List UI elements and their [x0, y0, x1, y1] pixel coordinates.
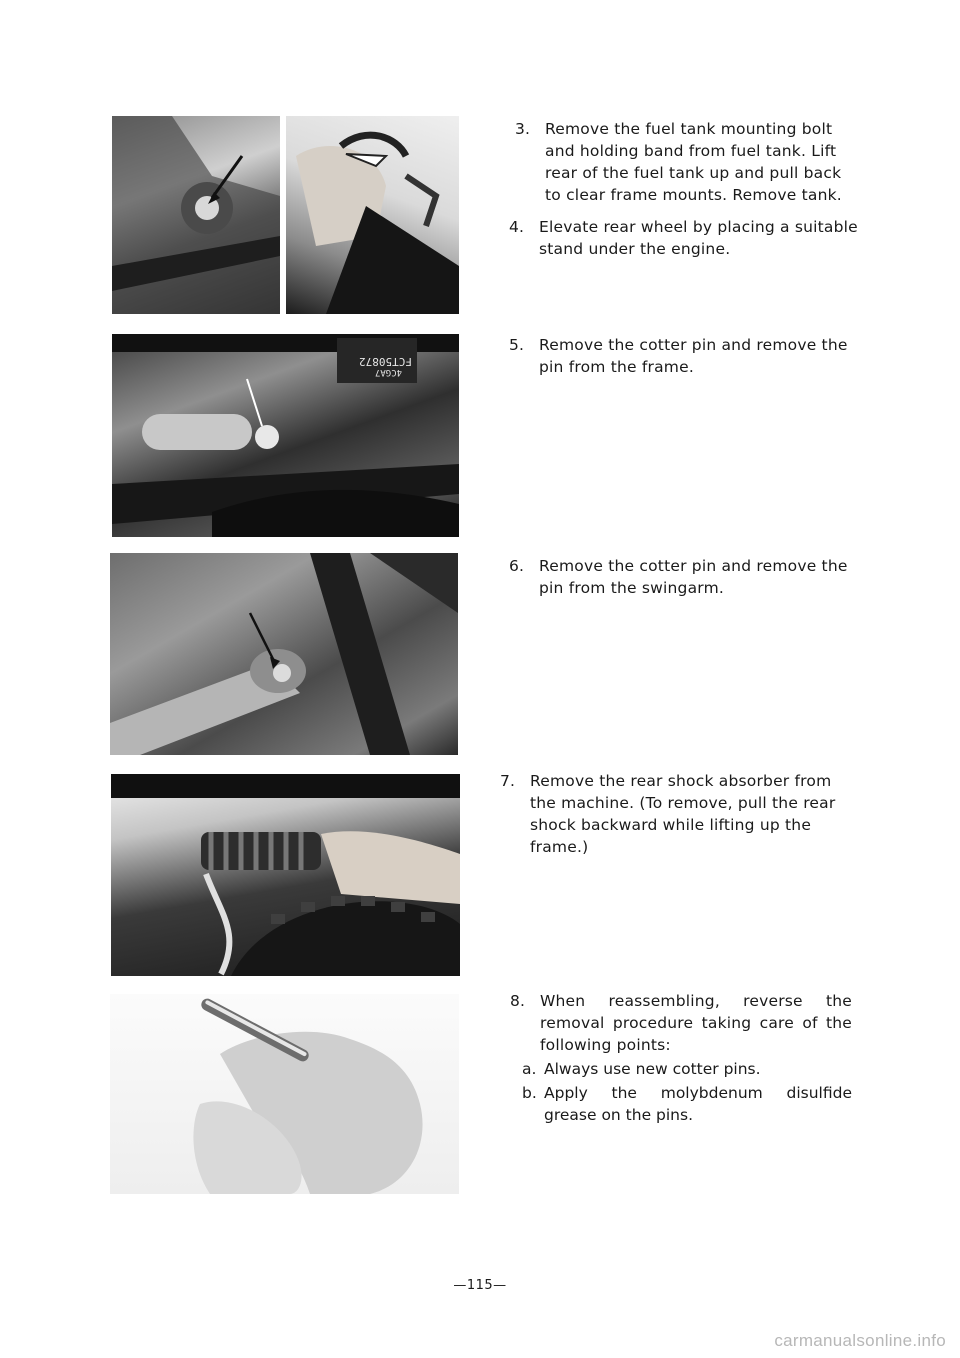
step-text: Remove the rear shock absorber from the machine. (To remove, pull the rear shock backward while lifting up the frame.) — [530, 772, 836, 856]
step-text: Elevate rear wheel by placing a suitable stand under the engine. — [539, 218, 858, 258]
step-4 — [509, 216, 858, 260]
photo-swingarm-cotter-pin-illustration — [110, 553, 458, 755]
photo-fuel-tank-bolt-illustration — [112, 116, 280, 314]
photo-swingarm-cotter-pin — [110, 553, 458, 755]
photo-frame-cotter-pin-illustration — [112, 334, 459, 537]
photo-pin-in-hands — [110, 994, 459, 1194]
step-number: 7. — [500, 772, 516, 790]
step-number: 5. — [509, 336, 525, 354]
substep-letter: b. — [522, 1084, 537, 1102]
substep-b — [522, 1082, 852, 1126]
step-number: 4. — [509, 218, 525, 236]
step-7 — [500, 770, 858, 858]
sticker-subtext: 4CGA7 — [374, 367, 402, 377]
page-number: —115— — [453, 1278, 507, 1293]
step-3 — [515, 118, 858, 206]
step-text: Remove the fuel tank mounting bolt and holding band from fuel tank. Lift rear of the fuel tank up and pull back to clear frame mounts. Remove tank. — [545, 120, 842, 204]
watermark: carmanualsonline.info — [774, 1331, 946, 1350]
step-text: Remove the cotter pin and remove the pin from the frame. — [539, 336, 848, 376]
photo-holding-band-illustration — [286, 116, 459, 314]
step-number: 6. — [509, 557, 525, 575]
step-number: 3. — [515, 120, 531, 138]
substep-text: Always use new cotter pins. — [544, 1060, 761, 1078]
photo-frame-cotter-pin — [112, 334, 459, 537]
sticker-text: FCT50872 — [359, 355, 412, 368]
substep-a — [522, 1058, 852, 1080]
step-number: 8. — [510, 992, 526, 1010]
step-text: When reassembling, reverse the removal procedure taking care of the following points: — [540, 992, 852, 1054]
step-8 — [510, 990, 852, 1056]
step-text: Remove the cotter pin and remove the pin from the swingarm. — [539, 557, 848, 597]
photo-pin-in-hands-illustration — [110, 994, 459, 1194]
photo-rear-shock-absorber — [111, 774, 460, 976]
substep-text: Apply the molybdenum disulfide grease on the pins. — [544, 1084, 852, 1124]
photo-rear-shock-absorber-illustration — [111, 774, 460, 976]
photo-fuel-tank-bolt — [112, 116, 280, 314]
step-6 — [509, 555, 858, 599]
photo-holding-band — [286, 116, 459, 314]
substep-letter: a. — [522, 1060, 537, 1078]
step-5 — [509, 334, 858, 378]
